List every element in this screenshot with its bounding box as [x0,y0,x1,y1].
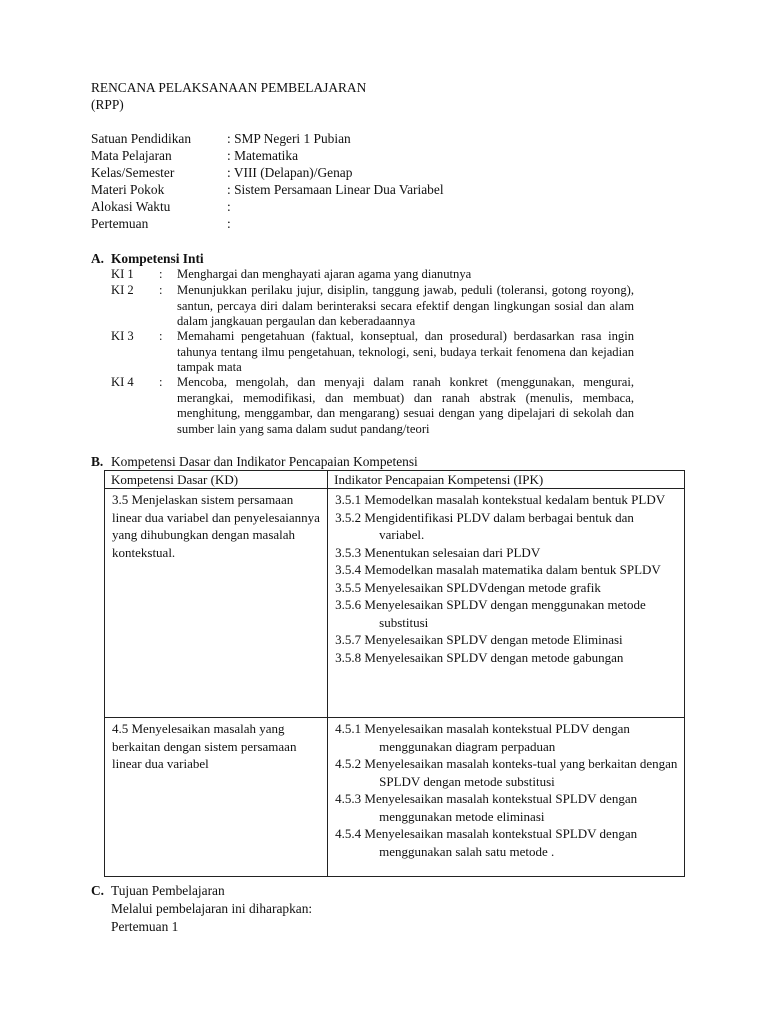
kd-text: 4.5 Menyelesaikan masalah yang berkaitan dengan sistem persamaan linear dua variabel [112,721,297,771]
identity-value: : Sistem Persamaan Linear Dua Variabel [227,182,444,197]
ipk-item: 3.5.7 Menyelesaikan SPLDV dengan metode Eliminasi [335,632,623,647]
kd-cell [105,718,328,877]
identity-value: : SMP Negeri 1 Pubian [227,131,351,146]
kd-text: 3.5 Menjelaskan sistem persamaan linear dua variabel dan penyelesaiannya yang dihubungkan dengan masalah kontekstual. [112,492,320,560]
ipk-item: 3.5.8 Menyelesaikan SPLDV dengan metode gabungan [335,649,624,665]
identity-value: : [227,199,231,214]
table-row [105,489,685,718]
ki-text: Mencoba, mengolah, dan menyaji dalam ranah konkret (menggunakan, mengurai, merangkai, memodifikasi, dan membuat) dan ranah abstrak (menulis, membaca, menghitung, menggambar, dan mengarang) sesuai dengan yang dipelajari di sekolah dan sumber lain yang sama dalam sudut pandang/teori [177,375,634,436]
identity-value: : Matematika [227,148,299,163]
ipk-item: 4.5.1 Menyelesaikan masalah kontekstual PLDV dengan menggunakan diagram perpaduan [335,721,630,754]
ki-sep: : [159,267,163,281]
ipk-item: 3.5.4 Memodelkan masalah matematika dalam bentuk SPLDV [335,562,661,577]
ipk-item: 3.5.3 Menentukan selesaian dari PLDV [335,544,541,560]
ki-sep: : [159,329,163,343]
kd-cell [105,489,328,718]
identity-label: Satuan Pendidikan [91,131,192,146]
section-c-title: Tujuan Pembelajaran [111,883,225,898]
ipk-item: 4.5.2 Menyelesaikan masalah konteks-tual yang berkaitan dengan SPLDV dengan metode substitusi [335,756,678,789]
ipk-item: 4.5.3 Menyelesaikan masalah kontekstual SPLDV dengan menggunakan metode eliminasi [335,791,638,824]
ipk-item: 3.5.5 Menyelesaikan SPLDVdengan metode grafik [335,579,601,595]
table-row [105,718,685,877]
section-b-title: Kompetensi Dasar dan Indikator Pencapaian Kompetensi [111,454,418,469]
identity-label: Materi Pokok [91,182,165,197]
table-header-ipk: Indikator Pencapaian Kompetensi (IPK) [328,471,685,489]
ki-text: Menunjukkan perilaku jujur, disiplin, tanggung jawab, peduli (toleransi, gotong royong), santun, percaya diri dalam berinteraksi secara efektif dengan lingkungan sosial dan alam dalam jangkauan pergaulan dan keberadaannya [177,283,634,328]
ki-sep: : [159,375,163,389]
identity-value: : [227,216,231,231]
ipk-cell [328,718,685,877]
doc-title: RENCANA PELAKSANAAN PEMBELAJARAN [91,80,367,95]
ki-text: Menghargai dan menghayati ajaran agama yang dianutnya [177,267,472,281]
ipk-item: 3.5.1 Memodelkan masalah kontekstual kedalam bentuk PLDV [335,492,666,507]
ki-text: Memahami pengetahuan (faktual, konseptual, dan prosedural) berdasarkan rasa ingin tahunya tentang ilmu pengetahuan, teknologi, seni, budaya terkait fenomena dan kejadian tampak mata [177,329,634,374]
ipk-item: 3.5.2 Mengidentifikasi PLDV dalam berbagai bentuk dan variabel. [335,509,634,542]
section-a-letter: A. [91,251,105,266]
identity-label: Kelas/Semester [91,165,175,180]
ki-code: KI 3 [111,329,134,343]
identity-value: : VIII (Delapan)/Genap [227,165,353,180]
ki-code: KI 2 [111,283,134,297]
section-c-letter: C. [91,883,105,898]
ki-code: KI 4 [111,375,134,389]
table-header-row [105,471,685,489]
competency-table [104,470,685,877]
section-c-meeting: Pertemuan 1 [111,919,179,934]
doc-subtitle: (RPP) [91,97,124,112]
identity-label: Alokasi Waktu [91,199,171,214]
section-c-intro: Melalui pembelajaran ini diharapkan: [111,901,313,916]
identity-label: Mata Pelajaran [91,148,172,163]
ki-sep: : [159,283,163,297]
ipk-item: 3.5.6 Menyelesaikan SPLDV dengan menggunakan metode substitusi [335,597,646,630]
section-a-title: Kompetensi Inti [111,251,204,266]
ipk-cell [328,489,685,718]
ipk-item: 4.5.4 Menyelesaikan masalah kontekstual SPLDV dengan menggunakan salah satu metode . [335,826,638,859]
table-header-kd: Kompetensi Dasar (KD) [105,471,328,489]
ki-code: KI 1 [111,267,134,281]
identity-label: Pertemuan [91,216,149,231]
section-b-letter: B. [91,454,104,469]
